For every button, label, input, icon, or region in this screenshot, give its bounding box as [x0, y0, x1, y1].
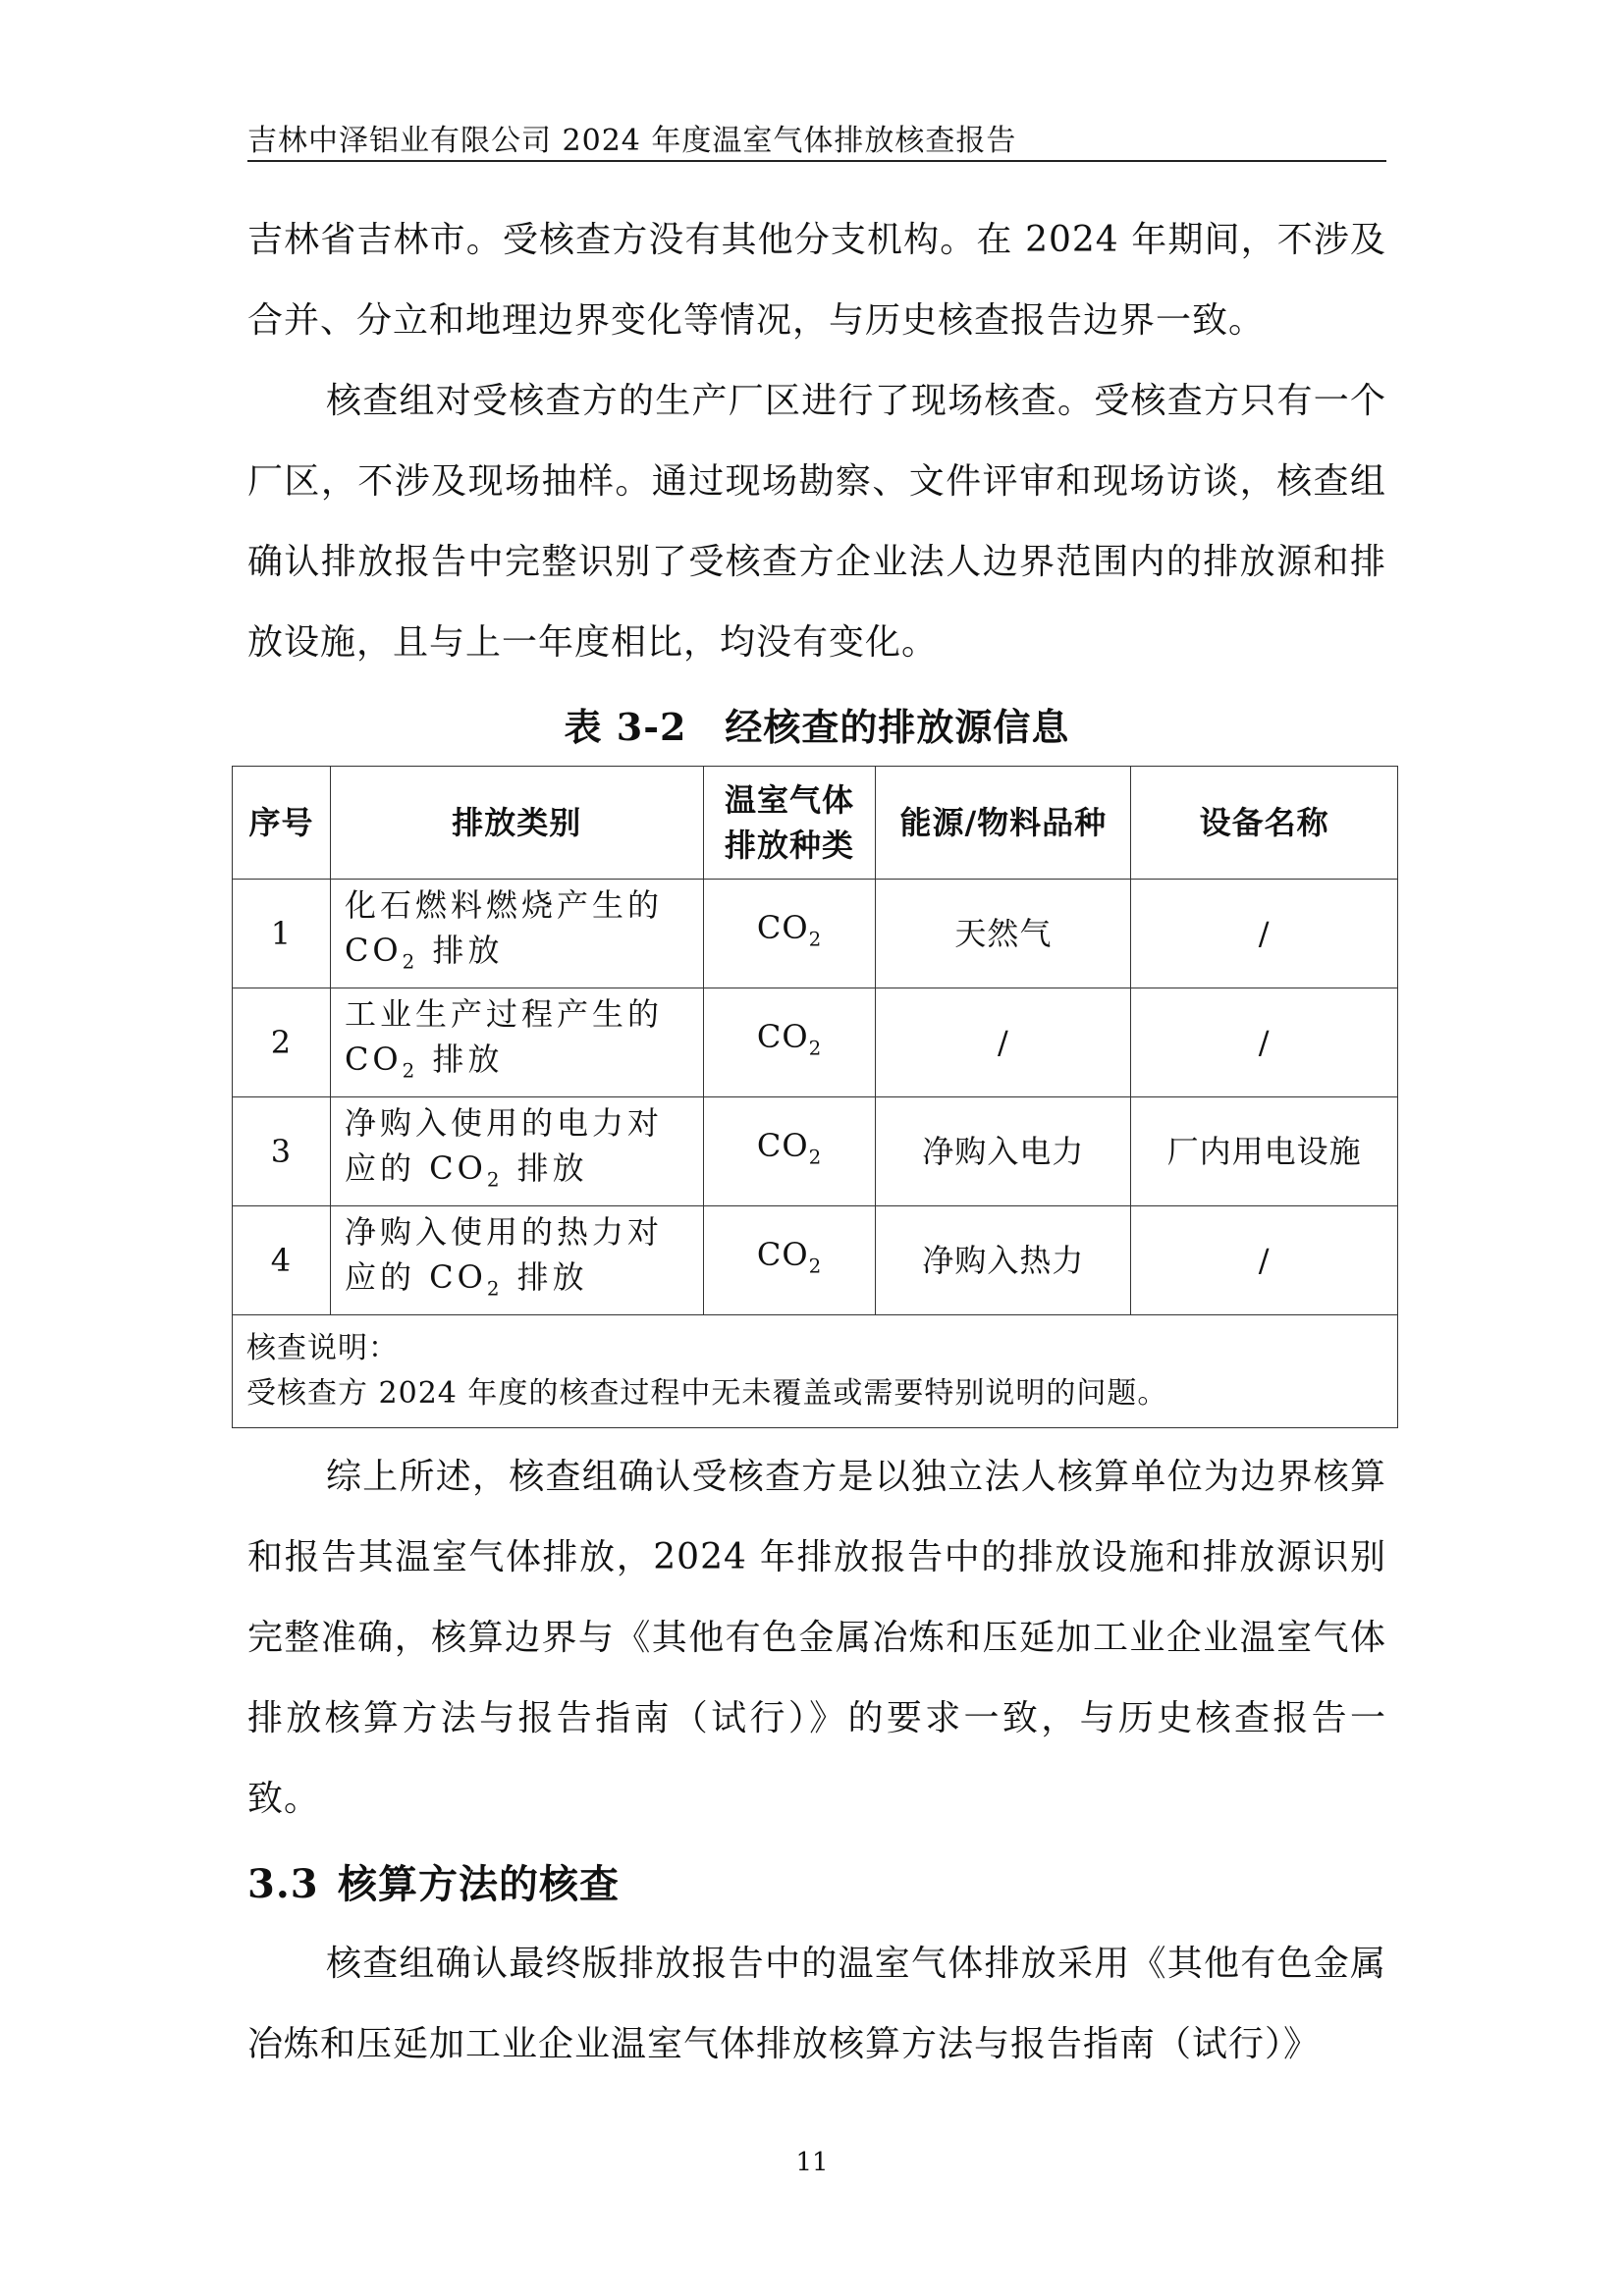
category-co: CO [414, 1148, 487, 1187]
gas-co: CO [756, 1235, 809, 1273]
category-co: CO [344, 931, 403, 969]
paragraph-method: 核查组确认最终版排放报告中的温室气体排放采用《其他有色金属冶炼和压延加工业企业温室气体排放核算方法与报告指南（试行）》 [247, 1944, 1386, 2064]
cell-equipment: / [1131, 880, 1398, 988]
category-subscript: 2 [402, 1059, 419, 1083]
cell-gas [703, 1206, 876, 1315]
table-header-row [233, 767, 1398, 880]
gas-subscript: 2 [808, 1146, 823, 1169]
table-row [233, 880, 1398, 988]
header-seq: 序号 [233, 767, 331, 880]
note-text: 受核查方 2024 年度的核查过程中无未覆盖或需要特别说明的问题。 [246, 1376, 1168, 1411]
cell-equipment: / [1131, 988, 1398, 1097]
cell-energy: 净购入电力 [876, 1097, 1131, 1206]
header-gas-type [703, 767, 876, 880]
paragraph-conclusion-wrap [247, 1437, 1386, 1840]
cell-energy: 天然气 [876, 880, 1131, 988]
table-row [233, 1206, 1398, 1315]
cell-category [330, 1206, 703, 1315]
cell-seq: 4 [233, 1206, 331, 1315]
table-title: 表 3-2 经核查的排放源信息 [564, 705, 1070, 749]
cell-seq: 3 [233, 1097, 331, 1206]
category-co: CO [414, 1257, 487, 1296]
table-note-row [233, 1315, 1398, 1428]
table-row [233, 1097, 1398, 1206]
section-number: 3.3 [247, 1861, 319, 1907]
cell-category [330, 988, 703, 1097]
emission-source-table [232, 766, 1398, 1428]
cell-seq: 1 [233, 880, 331, 988]
section-title: 核算方法的核查 [338, 1861, 620, 1907]
category-text: 工业生产过程产生的 [344, 994, 663, 1033]
page-header: 吉林中泽铝业有限公司 2024 年度温室气体排放核查报告 [247, 124, 1017, 158]
category-subscript: 2 [486, 1277, 504, 1301]
cell-category [330, 880, 703, 988]
category-text: 净购入使用的热力对应的 [344, 1212, 663, 1296]
cell-energy: / [876, 988, 1131, 1097]
gas-co: CO [756, 908, 809, 946]
category-subscript: 2 [402, 950, 419, 974]
header-gas-line2: 排放种类 [725, 827, 855, 864]
cell-category [330, 1097, 703, 1206]
header-energy: 能源/物料品种 [876, 767, 1131, 880]
header-equipment: 设备名称 [1131, 767, 1398, 880]
category-subscript: 2 [486, 1168, 504, 1192]
category-text: 化石燃料燃烧产生的 [344, 885, 663, 924]
gas-co: CO [756, 1126, 809, 1164]
gas-subscript: 2 [808, 928, 823, 951]
category-suffix: 排放 [418, 931, 504, 969]
category-text: 净购入使用的电力对应的 [344, 1103, 663, 1187]
header-gas-line1: 温室气体 [725, 781, 855, 819]
header-divider [247, 160, 1386, 162]
cell-equipment: 厂内用电设施 [1131, 1097, 1398, 1206]
paragraph-site-inspection: 核查组对受核查方的生产厂区进行了现场核查。受核查方只有一个厂区，不涉及现场抽样。通过现场勘察、文件评审和现场访谈，核查组确认排放报告中完整识别了受核查方企业法人边界范围内的排放源和排放设施，且与上一年度相比，均没有变化。 [247, 381, 1386, 663]
section-heading [247, 1853, 620, 1909]
page-number: 11 [795, 2148, 829, 2177]
table-row [233, 988, 1398, 1097]
category-suffix: 排放 [503, 1148, 588, 1187]
category-suffix: 排放 [418, 1040, 504, 1078]
gas-subscript: 2 [808, 1255, 823, 1278]
cell-seq: 2 [233, 988, 331, 1097]
category-suffix: 排放 [503, 1257, 588, 1296]
category-co: CO [344, 1040, 403, 1078]
paragraph-method-wrap [247, 1924, 1386, 2085]
gas-subscript: 2 [808, 1037, 823, 1060]
cell-gas [703, 1097, 876, 1206]
paragraph-boundary-continued: 吉林省吉林市。受核查方没有其他分支机构。在 2024 年期间，不涉及合并、分立和地理边界变化等情况，与历史核查报告边界一致。 [247, 220, 1386, 341]
note-label: 核查说明： [246, 1331, 399, 1365]
table-note [233, 1315, 1398, 1428]
cell-equipment: / [1131, 1206, 1398, 1315]
paragraph-conclusion: 综上所述，核查组确认受核查方是以独立法人核算单位为边界核算和报告其温室气体排放，2024 年排放报告中的排放设施和排放源识别完整准确，核算边界与《其他有色金属冶炼和压延加工业企业温室气体排放核算方法与报告指南（试行）》的要求一致，与历史核查报告一致。 [247, 1457, 1386, 1819]
cell-gas [703, 988, 876, 1097]
paragraph-boundary [247, 200, 1386, 683]
cell-gas [703, 880, 876, 988]
header-category: 排放类别 [330, 767, 703, 880]
cell-energy: 净购入热力 [876, 1206, 1131, 1315]
gas-co: CO [756, 1017, 809, 1055]
